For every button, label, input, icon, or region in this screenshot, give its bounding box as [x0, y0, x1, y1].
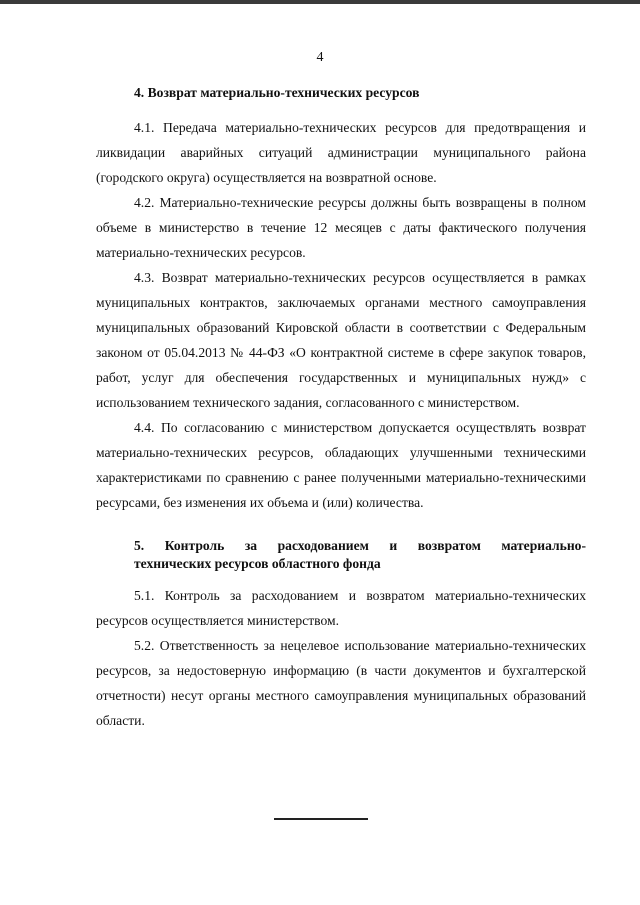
section-5-heading: [96, 537, 586, 573]
paragraph-5-1: 5.1. Контроль за расходованием и возвратом материально-технических ресурсов осуществляется министерством.: [96, 588, 586, 628]
paragraph-4-4: 4.4. По согласованию с министерством допускается осуществлять возврат материально-технических ресурсов, обладающих улучшенными техническими характеристиками по сравнению с ранее полученными материально-техническими ресурсами, без изменения их объема и (или) количества.: [96, 420, 586, 510]
section-5-heading-line-2: технических ресурсов областного фонда: [134, 556, 381, 571]
spacer: [96, 573, 586, 583]
closing-rule: [274, 818, 368, 820]
paragraph-5-2: 5.2. Ответственность за нецелевое использование материально-технических ресурсов, за недостоверную информацию (в части документов и бухгалтерской отчетности) несут органы местного самоуправления муниципальных образований области.: [96, 638, 586, 728]
page-number: 4: [316, 50, 324, 65]
document-body: [96, 80, 586, 733]
top-border-rule: [0, 0, 640, 4]
spacer: [96, 515, 586, 537]
spacer: [96, 105, 586, 115]
section-4-heading: 4. Возврат материально-технических ресурсов: [134, 85, 420, 100]
paragraph-4-2: 4.2. Материально-технические ресурсы должны быть возвращены в полном объеме в министерство в течение 12 месяцев с даты фактического получения материально-технических ресурсов.: [96, 195, 586, 260]
paragraph-4-3: 4.3. Возврат материально-технических ресурсов осуществляется в рамках муниципальных контрактов, заключаемых органами местного самоуправления муниципальных образований Кировской области в соответствии с Федеральным законом от 05.04.2013 № 44-ФЗ «О контрактной системе в сфере закупок товаров, работ, услуг для обеспечения государственных и муниципальных нужд» с использованием технического задания, согласованного с министерством.: [96, 270, 586, 410]
paragraph-4-1: 4.1. Передача материально-технических ресурсов для предотвращения и ликвидации аварийных ситуаций администрации муниципального района (городского округа) осуществляется на возвратной основе.: [96, 120, 586, 185]
section-5-heading-line-1: 5. Контроль за расходованием и возвратом материально-: [134, 538, 586, 553]
